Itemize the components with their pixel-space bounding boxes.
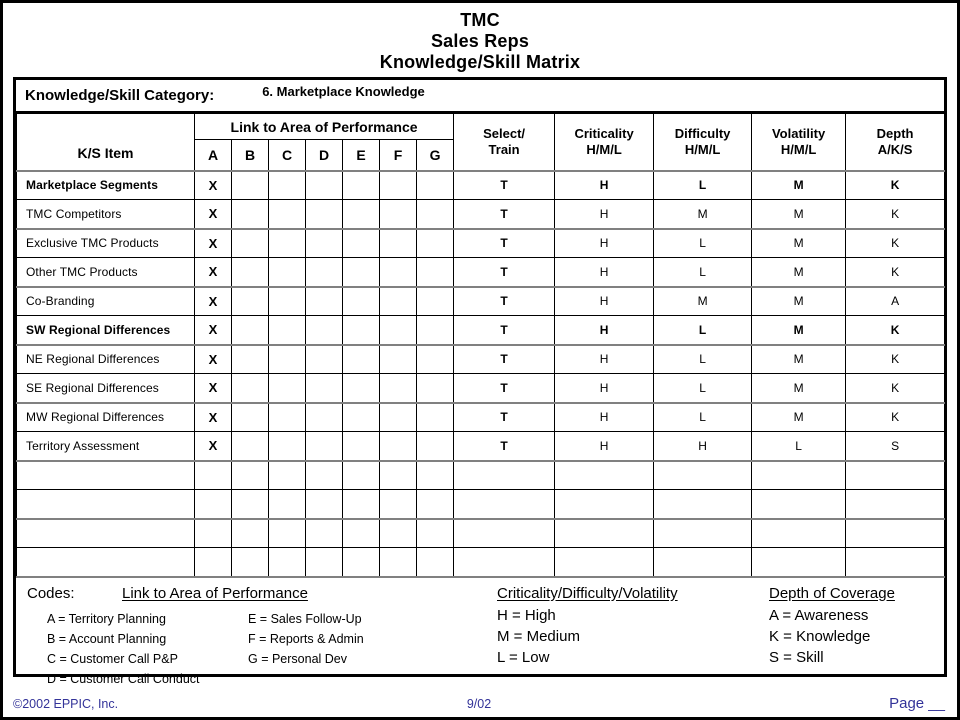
link-cell-g bbox=[417, 490, 454, 519]
link-cell-c bbox=[269, 258, 306, 287]
header-criticality-line2: H/M/L bbox=[586, 141, 622, 157]
header-depth-line2: A/K/S bbox=[877, 141, 913, 157]
difficulty-cell: L bbox=[654, 316, 752, 345]
select-train-cell bbox=[454, 548, 555, 577]
volatility-cell: M bbox=[752, 200, 846, 229]
header-link-g: G bbox=[417, 140, 454, 171]
criticality-cell: H bbox=[555, 200, 654, 229]
link-cell-f bbox=[380, 374, 417, 403]
difficulty-cell: L bbox=[654, 374, 752, 403]
code-item: A = Awareness bbox=[769, 606, 869, 624]
criticality-cell: H bbox=[555, 258, 654, 287]
volatility-cell bbox=[752, 490, 846, 519]
difficulty-cell bbox=[654, 490, 752, 519]
codes-cdv-list bbox=[497, 605, 678, 668]
link-cell-f bbox=[380, 171, 417, 200]
ks-item-cell bbox=[17, 461, 195, 490]
link-cell-d bbox=[306, 403, 343, 432]
volatility-cell: M bbox=[752, 316, 846, 345]
table-row bbox=[17, 287, 945, 316]
table-row bbox=[17, 548, 945, 577]
difficulty-cell: M bbox=[654, 287, 752, 316]
codes-link-col2 bbox=[248, 609, 364, 669]
volatility-cell: M bbox=[752, 287, 846, 316]
header-ks-item: K/S Item bbox=[17, 114, 195, 171]
ks-item-cell: Other TMC Products bbox=[17, 258, 195, 287]
difficulty-cell: L bbox=[654, 171, 752, 200]
ks-item-cell: Territory Assessment bbox=[17, 432, 195, 461]
link-cell-g bbox=[417, 548, 454, 577]
select-train-cell bbox=[454, 490, 555, 519]
code-item: E = Sales Follow-Up bbox=[248, 611, 362, 626]
link-cell-b bbox=[232, 171, 269, 200]
header-depth-line1: Depth bbox=[876, 125, 914, 141]
table-row bbox=[17, 519, 945, 548]
link-cell-f bbox=[380, 316, 417, 345]
criticality-cell bbox=[555, 461, 654, 490]
select-train-cell: T bbox=[454, 229, 555, 258]
link-cell-d bbox=[306, 229, 343, 258]
volatility-cell bbox=[752, 519, 846, 548]
codes-section bbox=[16, 578, 944, 686]
link-cell-g bbox=[417, 316, 454, 345]
select-train-cell: T bbox=[454, 432, 555, 461]
header-link-group: Link to Area of Performance bbox=[195, 114, 454, 140]
code-item: H = High bbox=[497, 606, 556, 624]
difficulty-cell: L bbox=[654, 258, 752, 287]
select-train-cell: T bbox=[454, 258, 555, 287]
ks-item-cell: NE Regional Differences bbox=[17, 345, 195, 374]
link-cell-f bbox=[380, 519, 417, 548]
link-cell-b bbox=[232, 258, 269, 287]
select-train-cell: T bbox=[454, 171, 555, 200]
link-cell-c bbox=[269, 490, 306, 519]
link-cell-g bbox=[417, 200, 454, 229]
criticality-cell: H bbox=[555, 316, 654, 345]
link-cell-e bbox=[343, 200, 380, 229]
difficulty-cell: M bbox=[654, 200, 752, 229]
volatility-cell: L bbox=[752, 432, 846, 461]
header-volatility-line2: H/M/L bbox=[780, 141, 817, 157]
codes-depth-heading: Depth of Coverage bbox=[769, 584, 895, 602]
criticality-cell bbox=[555, 519, 654, 548]
title-line-2: Sales Reps bbox=[430, 31, 530, 51]
link-cell-c bbox=[269, 287, 306, 316]
header-criticality bbox=[555, 114, 654, 171]
code-item: L = Low bbox=[497, 648, 550, 666]
document-title bbox=[13, 7, 947, 73]
link-cell-a bbox=[195, 461, 232, 490]
link-cell-d bbox=[306, 200, 343, 229]
ks-item-cell bbox=[17, 548, 195, 577]
link-cell-d bbox=[306, 316, 343, 345]
ks-item-cell: Exclusive TMC Products bbox=[17, 229, 195, 258]
header-difficulty-line2: H/M/L bbox=[684, 141, 721, 157]
difficulty-cell bbox=[654, 519, 752, 548]
table-row bbox=[17, 403, 945, 432]
code-item: D = Customer Call Conduct bbox=[47, 671, 200, 686]
header-volatility bbox=[752, 114, 846, 171]
criticality-cell: H bbox=[555, 374, 654, 403]
codes-cdv-block bbox=[497, 585, 678, 668]
select-train-cell: T bbox=[454, 374, 555, 403]
depth-cell: K bbox=[846, 200, 945, 229]
codes-link-heading: Link to Area of Performance bbox=[122, 584, 308, 602]
ks-item-cell: TMC Competitors bbox=[17, 200, 195, 229]
header-difficulty-line1: Difficulty bbox=[674, 125, 731, 141]
footer-date: 9/02 bbox=[466, 697, 492, 711]
header-select-train-line1: Select/ bbox=[483, 125, 526, 141]
title-line-3: Knowledge/Skill Matrix bbox=[379, 52, 581, 72]
code-item: K = Knowledge bbox=[769, 627, 871, 645]
link-cell-e bbox=[343, 461, 380, 490]
volatility-cell: M bbox=[752, 374, 846, 403]
link-cell-g bbox=[417, 432, 454, 461]
link-cell-d bbox=[306, 287, 343, 316]
link-cell-a: X bbox=[195, 316, 232, 345]
depth-cell bbox=[846, 461, 945, 490]
category-label: Knowledge/Skill Category: bbox=[25, 87, 215, 104]
link-cell-e bbox=[343, 490, 380, 519]
codes-depth-block bbox=[769, 585, 895, 668]
code-item: G = Personal Dev bbox=[248, 651, 348, 666]
link-cell-f bbox=[380, 490, 417, 519]
link-cell-g bbox=[417, 519, 454, 548]
code-item: S = Skill bbox=[769, 648, 824, 666]
code-item: M = Medium bbox=[497, 627, 580, 645]
depth-cell: K bbox=[846, 171, 945, 200]
header-select-train bbox=[454, 114, 555, 171]
header-link-c: C bbox=[269, 140, 306, 171]
table-header bbox=[17, 114, 945, 171]
link-cell-a: X bbox=[195, 403, 232, 432]
codes-cdv-heading: Criticality/Difficulty/Volatility bbox=[497, 584, 678, 602]
link-cell-b bbox=[232, 519, 269, 548]
link-cell-a bbox=[195, 548, 232, 577]
select-train-cell: T bbox=[454, 345, 555, 374]
ks-item-cell: Marketplace Segments bbox=[17, 171, 195, 200]
codes-link-col1 bbox=[47, 609, 200, 689]
depth-cell: K bbox=[846, 374, 945, 403]
criticality-cell: H bbox=[555, 171, 654, 200]
difficulty-cell: L bbox=[654, 345, 752, 374]
link-cell-f bbox=[380, 403, 417, 432]
codes-label: Codes: bbox=[27, 584, 75, 602]
link-cell-b bbox=[232, 548, 269, 577]
link-cell-a: X bbox=[195, 374, 232, 403]
table-row bbox=[17, 461, 945, 490]
link-cell-g bbox=[417, 229, 454, 258]
link-cell-c bbox=[269, 432, 306, 461]
depth-cell bbox=[846, 548, 945, 577]
link-cell-g bbox=[417, 287, 454, 316]
select-train-cell: T bbox=[454, 200, 555, 229]
page-footer bbox=[13, 692, 945, 712]
link-cell-e bbox=[343, 403, 380, 432]
link-cell-e bbox=[343, 258, 380, 287]
ks-item-cell: SE Regional Differences bbox=[17, 374, 195, 403]
volatility-cell: M bbox=[752, 171, 846, 200]
difficulty-cell: L bbox=[654, 403, 752, 432]
link-cell-e bbox=[343, 432, 380, 461]
link-cell-c bbox=[269, 345, 306, 374]
difficulty-cell bbox=[654, 461, 752, 490]
header-difficulty bbox=[654, 114, 752, 171]
link-cell-b bbox=[232, 287, 269, 316]
code-item: B = Account Planning bbox=[47, 631, 167, 646]
link-cell-c bbox=[269, 461, 306, 490]
link-cell-e bbox=[343, 374, 380, 403]
depth-cell: K bbox=[846, 229, 945, 258]
link-cell-e bbox=[343, 229, 380, 258]
difficulty-cell: H bbox=[654, 432, 752, 461]
ks-item-cell: Co-Branding bbox=[17, 287, 195, 316]
link-cell-d bbox=[306, 432, 343, 461]
table-row bbox=[17, 258, 945, 287]
select-train-cell: T bbox=[454, 316, 555, 345]
category-row bbox=[16, 80, 944, 113]
link-cell-f bbox=[380, 287, 417, 316]
link-cell-d bbox=[306, 548, 343, 577]
volatility-cell: M bbox=[752, 345, 846, 374]
code-item: F = Reports & Admin bbox=[248, 631, 364, 646]
footer-copyright: ©2002 EPPIC, Inc. bbox=[13, 697, 119, 711]
table-row bbox=[17, 490, 945, 519]
link-cell-b bbox=[232, 461, 269, 490]
link-cell-g bbox=[417, 461, 454, 490]
table-row bbox=[17, 171, 945, 200]
select-train-cell: T bbox=[454, 287, 555, 316]
header-select-train-line2: Train bbox=[488, 141, 520, 157]
volatility-cell bbox=[752, 461, 846, 490]
link-cell-d bbox=[306, 345, 343, 374]
link-cell-a: X bbox=[195, 200, 232, 229]
criticality-cell: H bbox=[555, 432, 654, 461]
link-cell-f bbox=[380, 200, 417, 229]
header-depth bbox=[846, 114, 945, 171]
link-cell-c bbox=[269, 403, 306, 432]
depth-cell bbox=[846, 490, 945, 519]
link-cell-a: X bbox=[195, 258, 232, 287]
link-cell-e bbox=[343, 519, 380, 548]
select-train-cell: T bbox=[454, 403, 555, 432]
depth-cell: K bbox=[846, 258, 945, 287]
select-train-cell bbox=[454, 461, 555, 490]
link-cell-e bbox=[343, 316, 380, 345]
table-row bbox=[17, 432, 945, 461]
header-criticality-line1: Criticality bbox=[574, 125, 634, 141]
ks-item-cell bbox=[17, 490, 195, 519]
link-cell-a: X bbox=[195, 345, 232, 374]
table-row bbox=[17, 345, 945, 374]
depth-cell: S bbox=[846, 432, 945, 461]
depth-cell bbox=[846, 519, 945, 548]
volatility-cell bbox=[752, 548, 846, 577]
table-row bbox=[17, 316, 945, 345]
link-cell-c bbox=[269, 316, 306, 345]
ks-item-cell: MW Regional Differences bbox=[17, 403, 195, 432]
link-cell-a bbox=[195, 490, 232, 519]
link-cell-g bbox=[417, 403, 454, 432]
volatility-cell: M bbox=[752, 403, 846, 432]
code-item: C = Customer Call P&P bbox=[47, 651, 178, 666]
link-cell-f bbox=[380, 345, 417, 374]
depth-cell: A bbox=[846, 287, 945, 316]
link-cell-f bbox=[380, 258, 417, 287]
header-link-d: D bbox=[306, 140, 343, 171]
depth-cell: K bbox=[846, 345, 945, 374]
select-train-cell bbox=[454, 519, 555, 548]
link-cell-a: X bbox=[195, 432, 232, 461]
difficulty-cell: L bbox=[654, 229, 752, 258]
link-cell-e bbox=[343, 287, 380, 316]
ks-item-cell bbox=[17, 519, 195, 548]
link-cell-e bbox=[343, 171, 380, 200]
link-cell-c bbox=[269, 374, 306, 403]
link-cell-b bbox=[232, 490, 269, 519]
link-cell-c bbox=[269, 229, 306, 258]
volatility-cell: M bbox=[752, 229, 846, 258]
link-cell-c bbox=[269, 519, 306, 548]
header-link-e: E bbox=[343, 140, 380, 171]
link-cell-d bbox=[306, 461, 343, 490]
header-link-b: B bbox=[232, 140, 269, 171]
criticality-cell bbox=[555, 548, 654, 577]
link-cell-f bbox=[380, 432, 417, 461]
header-link-a: A bbox=[195, 140, 232, 171]
ks-item-cell: SW Regional Differences bbox=[17, 316, 195, 345]
matrix-table bbox=[16, 113, 945, 578]
link-cell-a: X bbox=[195, 229, 232, 258]
link-cell-b bbox=[232, 432, 269, 461]
link-cell-c bbox=[269, 171, 306, 200]
link-cell-a: X bbox=[195, 287, 232, 316]
link-cell-d bbox=[306, 374, 343, 403]
table-row bbox=[17, 229, 945, 258]
link-cell-e bbox=[343, 548, 380, 577]
link-cell-d bbox=[306, 258, 343, 287]
link-cell-g bbox=[417, 171, 454, 200]
link-cell-f bbox=[380, 548, 417, 577]
header-link-f: F bbox=[380, 140, 417, 171]
link-cell-b bbox=[232, 403, 269, 432]
link-cell-g bbox=[417, 374, 454, 403]
category-value: 6. Marketplace Knowledge bbox=[262, 84, 425, 99]
table-row bbox=[17, 374, 945, 403]
link-cell-f bbox=[380, 461, 417, 490]
link-cell-c bbox=[269, 200, 306, 229]
link-cell-b bbox=[232, 200, 269, 229]
code-item: A = Territory Planning bbox=[47, 611, 166, 626]
table-row bbox=[17, 200, 945, 229]
criticality-cell: H bbox=[555, 229, 654, 258]
link-cell-f bbox=[380, 229, 417, 258]
link-cell-b bbox=[232, 374, 269, 403]
table-body bbox=[17, 171, 945, 577]
link-cell-b bbox=[232, 316, 269, 345]
header-volatility-line1: Volatility bbox=[771, 125, 826, 141]
codes-depth-list bbox=[769, 605, 895, 668]
link-cell-c bbox=[269, 548, 306, 577]
title-line-1: TMC bbox=[460, 10, 500, 30]
difficulty-cell bbox=[654, 548, 752, 577]
criticality-cell: H bbox=[555, 287, 654, 316]
skill-matrix bbox=[13, 77, 947, 686]
criticality-cell: H bbox=[555, 345, 654, 374]
link-cell-g bbox=[417, 345, 454, 374]
criticality-cell bbox=[555, 490, 654, 519]
link-cell-g bbox=[417, 258, 454, 287]
link-cell-a: X bbox=[195, 171, 232, 200]
depth-cell: K bbox=[846, 316, 945, 345]
link-cell-d bbox=[306, 171, 343, 200]
link-cell-d bbox=[306, 519, 343, 548]
criticality-cell: H bbox=[555, 403, 654, 432]
depth-cell: K bbox=[846, 403, 945, 432]
volatility-cell: M bbox=[752, 258, 846, 287]
link-cell-a bbox=[195, 519, 232, 548]
link-cell-b bbox=[232, 229, 269, 258]
footer-page-number: Page __ bbox=[889, 695, 945, 712]
link-cell-b bbox=[232, 345, 269, 374]
link-cell-d bbox=[306, 490, 343, 519]
link-cell-e bbox=[343, 345, 380, 374]
